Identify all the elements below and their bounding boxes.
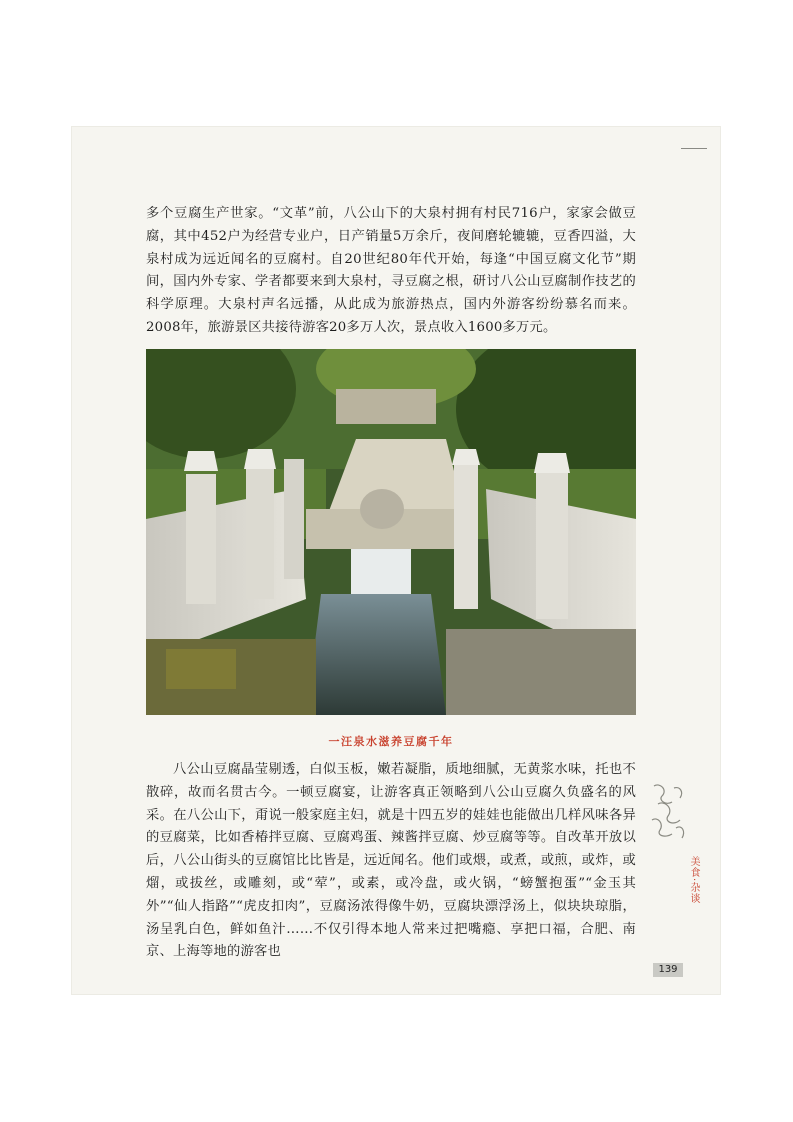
header-rule [681, 148, 707, 149]
decorative-ornament-icon [646, 780, 690, 842]
page-number: 139 [653, 963, 683, 977]
section-label: 美食·杂谈 [688, 856, 699, 905]
photo-caption: 一汪泉水滋养豆腐千年 [328, 735, 454, 748]
body-paragraph-1: 多个豆腐生产世家。“文革”前，八公山下的大泉村拥有村民716户，家家会做豆腐，其中452户为经营专业户，日产销量5万余斤，夜间磨轮辘辘，豆香四溢，大泉村成为远近闻名的豆腐村。自20世纪80年代开始，每逢“中国豆腐文化节”期间，国内外专家、学者都要来到大泉村，寻豆腐之根，研讨八公山豆腐制作技艺的科学原理。大泉村声名远播，从此成为旅游热点，国内外游客纷纷慕名而来。2008年，旅游景区共接待游客20多万人次，景点收入1600多万元。 [146, 206, 636, 335]
spring-photo [146, 349, 636, 715]
body-paragraph-2: 八公山豆腐晶莹剔透，白似玉板，嫩若凝脂，质地细腻，无黄浆水味，托也不散碎，故而名贯古今。一顿豆腐宴，让游客真正领略到八公山豆腐久负盛名的风采。在八公山下，甭说一般家庭主妇，就是十四五岁的娃娃也能做出几样风味各异的豆腐菜，比如香椿拌豆腐、豆腐鸡蛋、辣酱拌豆腐、炒豆腐等等。自改革开放以后，八公山街头的豆腐馆比比皆是，远近闻名。他们或煨，或煮，或煎，或炸，或熘，或拔丝，或雕刻，或“荤”，或素，或冷盘，或火锅，“螃蟹抱蛋”“金玉其外”“仙人指路”“虎皮扣肉”，豆腐汤浓得像牛奶，豆腐块漂浮汤上，似块块琼脂，汤呈乳白色，鲜如鱼汁……不仅引得本地人常来过把嘴瘾、享把口福，合肥、南京、上海等地的游客也 [146, 762, 636, 960]
